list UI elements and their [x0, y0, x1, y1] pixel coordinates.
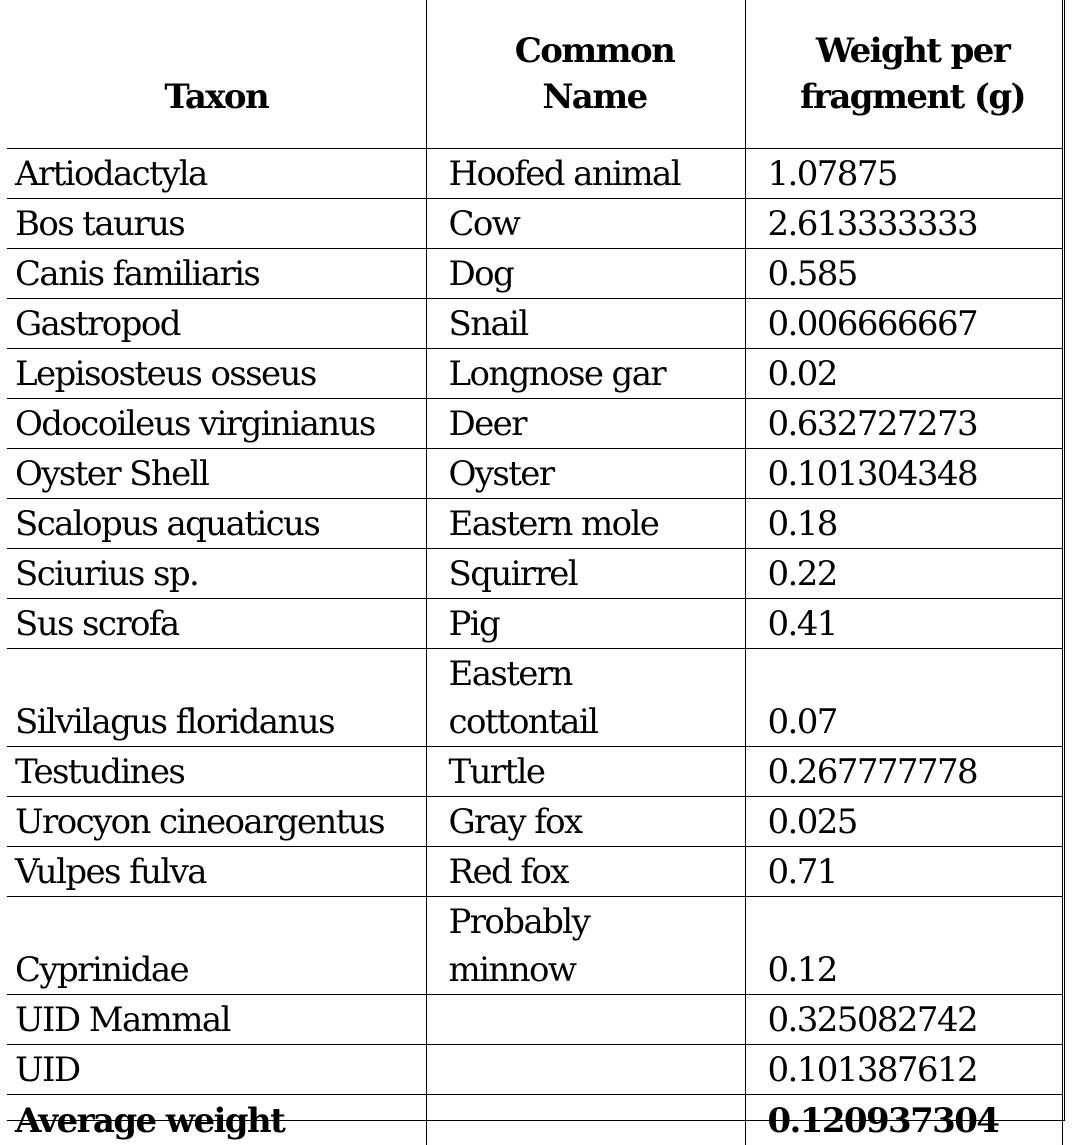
cell-weight: 0.07: [745, 649, 1062, 747]
cell-weight: 0.006666667: [745, 299, 1062, 349]
cell-common: Eastern mole: [426, 499, 745, 549]
cell-taxon: Silvilagus floridanus: [7, 649, 426, 747]
total-label: Average weight: [7, 1095, 426, 1145]
cell-taxon: Testudines: [7, 747, 426, 797]
cell-taxon: Oyster Shell: [7, 449, 426, 499]
table-frame: [7, 0, 1065, 1121]
cell-taxon: Gastropod: [7, 299, 426, 349]
cell-taxon: Scalopus aquaticus: [7, 499, 426, 549]
cell-weight: 0.585: [745, 249, 1062, 299]
cell-common: Gray fox: [426, 797, 745, 847]
cell-taxon: UID Mammal: [7, 995, 426, 1045]
table-row: [7, 995, 1062, 1045]
cell-common: Hoofed animal: [426, 149, 745, 199]
header-taxon: Taxon: [7, 0, 426, 149]
cell-weight: 0.22: [745, 549, 1062, 599]
table-row: [7, 399, 1062, 449]
cell-taxon: Cyprinidae: [7, 897, 426, 995]
cell-common: Probably minnow: [426, 897, 745, 995]
table-row: [7, 549, 1062, 599]
cell-weight: 0.02: [745, 349, 1062, 399]
cell-taxon: Odocoileus virginianus: [7, 399, 426, 449]
cell-common: Red fox: [426, 847, 745, 897]
cell-common: Longnose gar: [426, 349, 745, 399]
cell-taxon: Sciurius sp.: [7, 549, 426, 599]
cell-common: Snail: [426, 299, 745, 349]
cell-weight: 0.025: [745, 797, 1062, 847]
cell-taxon: Sus scrofa: [7, 599, 426, 649]
cell-common: Turtle: [426, 747, 745, 797]
table-row: [7, 299, 1062, 349]
table-row: [7, 747, 1062, 797]
cell-taxon: Canis familiaris: [7, 249, 426, 299]
cell-common: Eastern cottontail: [426, 649, 745, 747]
header-row: [7, 0, 1062, 149]
table-row: [7, 649, 1062, 747]
cell-weight: 0.632727273: [745, 399, 1062, 449]
cell-weight: 0.101304348: [745, 449, 1062, 499]
table-row: [7, 1045, 1062, 1095]
cell-weight: 2.613333333: [745, 199, 1062, 249]
cell-common: Oyster: [426, 449, 745, 499]
cell-weight: 0.71: [745, 847, 1062, 897]
cell-weight: 0.18: [745, 499, 1062, 549]
weight-table: [7, 0, 1063, 1145]
cell-common: Dog: [426, 249, 745, 299]
cell-taxon: Bos taurus: [7, 199, 426, 249]
table-row: [7, 149, 1062, 199]
table-row: [7, 349, 1062, 399]
cell-weight: 0.12: [745, 897, 1062, 995]
table-row: [7, 897, 1062, 995]
table-row: [7, 847, 1062, 897]
total-row: [7, 1095, 1062, 1145]
table-row: [7, 449, 1062, 499]
cell-taxon: Vulpes fulva: [7, 847, 426, 897]
cell-common: [426, 995, 745, 1045]
cell-common: Pig: [426, 599, 745, 649]
total-weight: 0.120937304: [745, 1095, 1062, 1145]
cell-common: Squirrel: [426, 549, 745, 599]
cell-common: Deer: [426, 399, 745, 449]
cell-weight: 0.41: [745, 599, 1062, 649]
cell-weight: 1.07875: [745, 149, 1062, 199]
cell-taxon: Urocyon cineoargentus: [7, 797, 426, 847]
cell-common: Cow: [426, 199, 745, 249]
header-weight: Weight per fragment (g): [745, 0, 1062, 149]
cell-weight: 0.101387612: [745, 1045, 1062, 1095]
cell-taxon: UID: [7, 1045, 426, 1095]
cell-taxon: Lepisosteus osseus: [7, 349, 426, 399]
table-row: [7, 249, 1062, 299]
table-row: [7, 599, 1062, 649]
table-row: [7, 499, 1062, 549]
cell-weight: 0.325082742: [745, 995, 1062, 1045]
total-common: [426, 1095, 745, 1145]
cell-common: [426, 1045, 745, 1095]
table-row: [7, 199, 1062, 249]
table-row: [7, 797, 1062, 847]
header-common-name: Common Name: [426, 0, 745, 149]
cell-taxon: Artiodactyla: [7, 149, 426, 199]
cell-weight: 0.267777778: [745, 747, 1062, 797]
